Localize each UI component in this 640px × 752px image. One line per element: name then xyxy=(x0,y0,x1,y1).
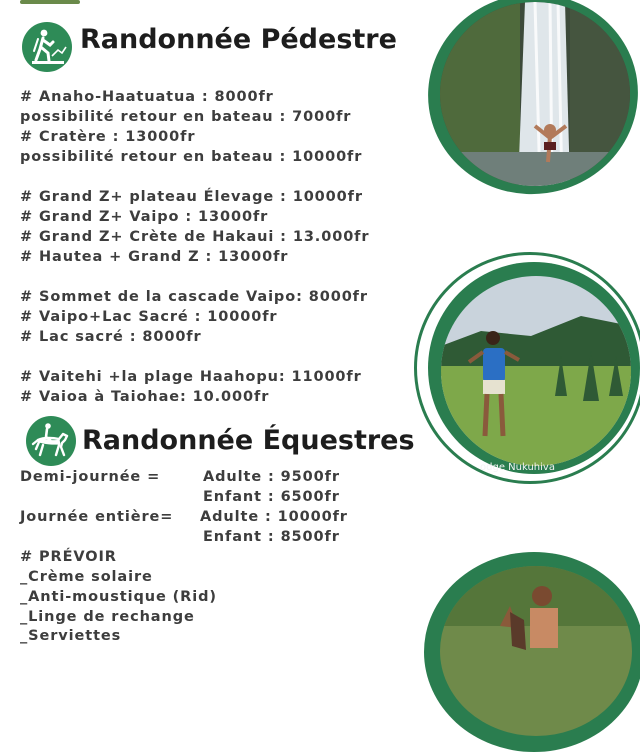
prevoir-item: _Anti-moustique (Rid) xyxy=(20,589,217,605)
hike-price-line: possibilité retour en bateau : 7000fr xyxy=(20,109,352,125)
prevoir-item: _Serviettes xyxy=(20,628,122,644)
horse-rider-icon xyxy=(26,416,76,466)
hike-price-line: # Lac sacré : 8000fr xyxy=(20,329,202,345)
half-day-adult-price: Adulte : 9500fr xyxy=(203,469,340,485)
full-day-child-price: Enfant : 8500fr xyxy=(203,529,340,545)
full-day-adult-price: Adulte : 10000fr xyxy=(200,509,348,525)
section-title-hiking: Randonnée Pédestre xyxy=(80,24,397,55)
hike-price-line: # Vaipo+Lac Sacré : 10000fr xyxy=(20,309,278,325)
hike-price-line: # Cratère : 13000fr xyxy=(20,129,196,145)
prevoir-item: _Linge de rechange xyxy=(20,609,195,625)
hike-price-line: # Grand Z+ Vaipo : 13000fr xyxy=(20,209,269,225)
half-day-child-price: Enfant : 6500fr xyxy=(203,489,340,505)
half-day-label: Demi-journée = xyxy=(20,469,161,485)
hike-price-line: possibilité retour en bateau : 10000fr xyxy=(20,149,363,165)
hike-price-line: # Sommet de la cascade Vaipo: 8000fr xyxy=(20,289,368,305)
rider-photo xyxy=(440,566,632,736)
top-edge-decoration xyxy=(20,0,80,4)
hike-price-line: # Grand Z+ plateau Élevage : 10000fr xyxy=(20,189,363,205)
section-title-equestrian: Randonnée Équestres xyxy=(82,425,415,456)
full-day-label: Journée entière= xyxy=(20,509,174,525)
hike-price-line: # Vaioa à Taiohae: 10.000fr xyxy=(20,389,270,405)
hike-price-line: # Vaitehi +la plage Haahopu: 11000fr xyxy=(20,369,362,385)
plateau-photo xyxy=(441,276,631,466)
waterfall-photo xyxy=(440,2,630,186)
photo-watermark: odge Nukuhiva xyxy=(480,462,555,473)
prevoir-title: # PRÉVOIR xyxy=(20,549,117,565)
hiker-icon xyxy=(22,22,72,72)
hike-price-line: # Grand Z+ Crète de Hakaui : 13.000fr xyxy=(20,229,370,245)
prevoir-item: _Crème solaire xyxy=(20,569,153,585)
hike-price-line: # Hautea + Grand Z : 13000fr xyxy=(20,249,289,265)
hike-price-line: # Anaho-Haatuatua : 8000fr xyxy=(20,89,274,105)
